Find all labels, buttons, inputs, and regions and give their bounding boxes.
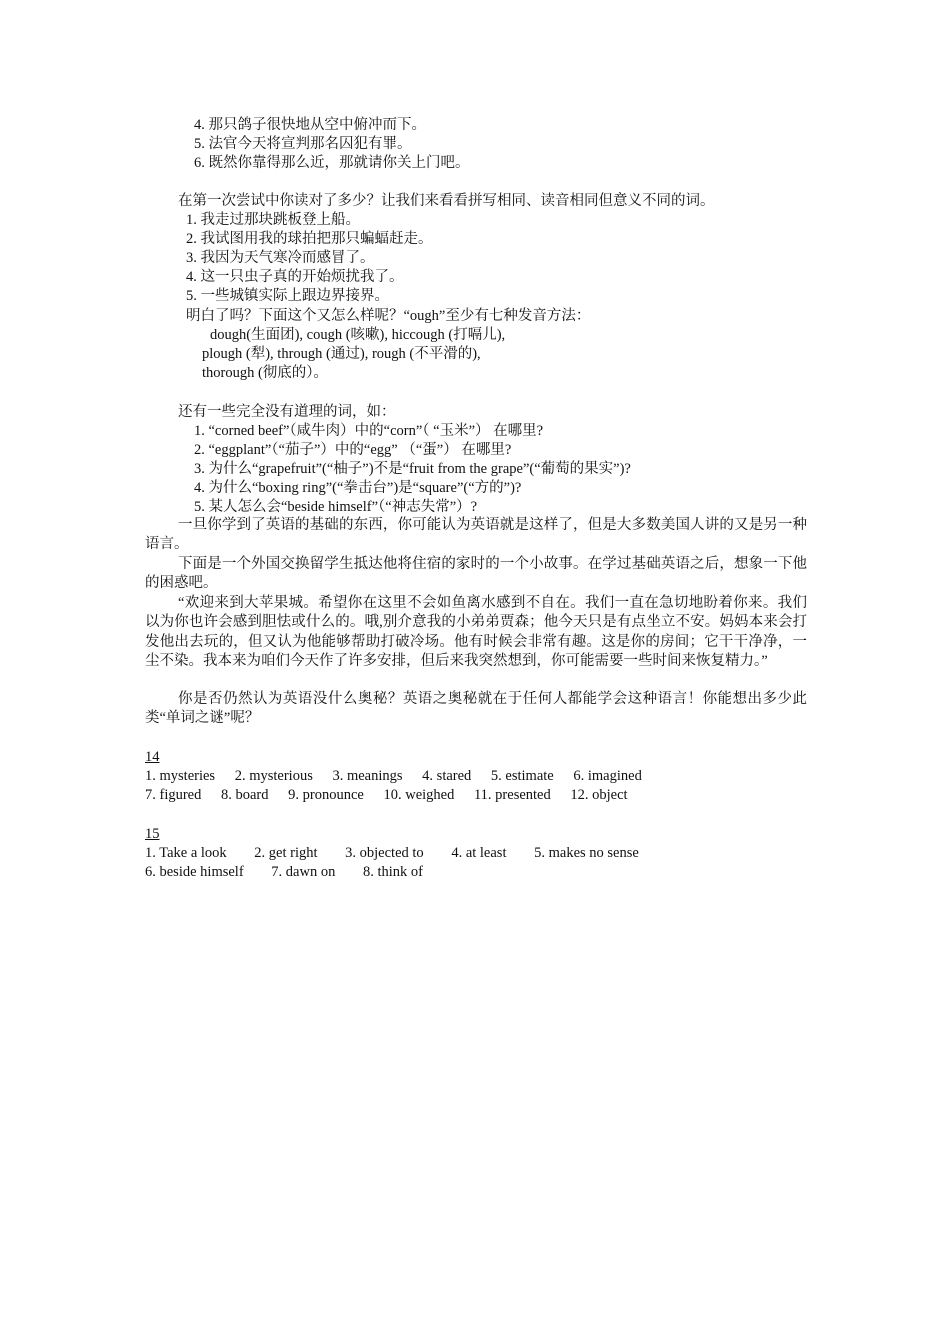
answer-item: 5. estimate (490, 768, 554, 784)
answer-row (145, 767, 642, 786)
answer-item: 4. at least (451, 845, 507, 861)
list-item: 5. 一些城镇实际上跟边界接界。 (186, 288, 389, 304)
ough-line: dough(生面团), cough (咳嗽), hiccough (打嗝儿), (210, 327, 506, 343)
section-intro: 还有一些完全没有道理的词，如： (178, 404, 396, 420)
ough-line: plough (犁), through (通过), rough (不平滑的), (202, 346, 481, 362)
answer-item: 1. mysteries (145, 768, 216, 784)
answer-item: 12. object (570, 787, 628, 803)
list-item: 1. 我走过那块跳板登上船。 (186, 212, 360, 228)
answer-item: 4. stared (422, 768, 472, 784)
exercise-number: 15 (145, 826, 160, 842)
answer-item: 9. pronounce (288, 787, 364, 803)
list-item: 1. “corned beef”（咸牛肉）中的“corn”（ “玉米”） 在哪里? (194, 423, 544, 439)
answer-item: 2. get right (254, 845, 318, 861)
paragraph: “欢迎来到大苹果城。希望你在这里不会如鱼离水感到不自在。我们一直在急切地盼着你来。我们以为你也许会感到胆怯或什么的。哦,别介意我的小弟弟贾森；他今天只是有点坐立不安。妈妈本来会打发他出去玩的，但又认为他能够帮助打破冷场。他有时候会非常有趣。这是你的房间；它干干净净，一尘不染。我本来为咱们今天作了许多安排，但后来我突然想到，你可能需要一些时间来恢复精力。” (145, 595, 807, 670)
list-item: 5. 法官今天将宣判那名囚犯有罪。 (194, 136, 412, 152)
paragraph: 一旦你学到了英语的基础的东西，你可能认为英语就是这样了，但是大多数美国人讲的又是另一种语言。 (145, 517, 807, 553)
answer-item: 7. figured (145, 787, 202, 803)
answer-item: 8. board (221, 787, 269, 803)
answer-row (145, 786, 628, 805)
list-item: 5. 某人怎么会“beside himself”（“神志失常”）? (194, 499, 478, 515)
answer-item: 6. beside himself (145, 864, 244, 880)
exercise-number: 14 (145, 749, 160, 765)
list-item: 6. 既然你靠得那么近，那就请你关上门吧。 (194, 155, 470, 171)
ough-line: thorough (彻底的）。 (202, 365, 329, 381)
answer-item: 1. Take a look (145, 845, 227, 861)
answer-item: 3. meanings (332, 768, 403, 784)
answer-item: 6. imagined (573, 768, 642, 784)
list-item: 4. 为什么“boxing ring”(“拳击台”)是“square”(“方的”)? (194, 480, 522, 496)
answer-item: 10. weighed (383, 787, 455, 803)
answer-item: 11. presented (473, 787, 551, 803)
answer-row (145, 863, 423, 882)
list-item: 4. 那只鸽子很快地从空中俯冲而下。 (194, 117, 426, 133)
list-item: 4. 这一只虫子真的开始烦扰我了。 (186, 269, 404, 285)
list-item: 2. 我试图用我的球拍把那只蝙蝠赶走。 (186, 231, 433, 247)
paragraph: 下面是一个外国交换留学生抵达他将住宿的家时的一个小故事。在学过基础英语之后，想象一下他的困惑吧。 (145, 556, 807, 592)
list-item: 2. “eggplant”（“茄子”）中的“egg” （“蛋”） 在哪里? (194, 442, 512, 458)
answer-item: 2. mysterious (234, 768, 313, 784)
list-item: 3. 为什么“grapefruit”(“柚子”)不是“fruit from the grape”(“葡萄的果实”)? (194, 461, 631, 477)
answer-row (145, 844, 639, 863)
answer-item: 7. dawn on (271, 864, 336, 880)
ough-intro: 明白了吗？下面这个又怎么样呢？“ough”至少有七种发音方法： (186, 308, 591, 324)
answer-item: 5. makes no sense (534, 845, 639, 861)
paragraph: 你是否仍然认为英语没什么奥秘？英语之奥秘就在于任何人都能学会这种语言！你能想出多少此类“单词之谜”呢？ (145, 691, 807, 727)
section-intro: 在第一次尝试中你读对了多少？让我们来看看拼写相同、读音相同但意义不同的词。 (178, 193, 715, 209)
answer-item: 3. objected to (345, 845, 424, 861)
list-item: 3. 我因为天气寒冷而感冒了。 (186, 250, 375, 266)
answer-item: 8. think of (362, 864, 423, 880)
